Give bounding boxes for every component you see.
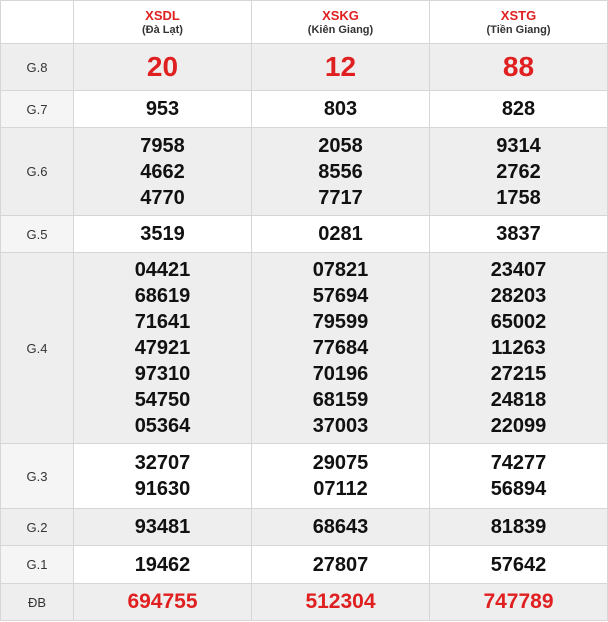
- prize-number: 57694: [312, 285, 369, 307]
- province-name: (Kiên Giang): [307, 23, 374, 36]
- prize-number: 4770: [140, 186, 185, 209]
- prize-cell: [252, 91, 430, 128]
- prize-number: 8556: [318, 160, 363, 183]
- prize-cell: [74, 584, 252, 621]
- prize-label: G.7: [1, 91, 74, 128]
- prize-number: 71641: [134, 311, 191, 333]
- prize-cell: [430, 584, 608, 621]
- prize-number: 97310: [134, 363, 191, 385]
- prize-number: 28203: [490, 285, 547, 307]
- prize-number: 07112: [313, 478, 368, 500]
- prize-number: 19462: [134, 553, 191, 576]
- prize-number: 81839: [490, 516, 547, 538]
- province-name: (Đà Lạt): [142, 23, 183, 36]
- prize-number: 11263: [491, 337, 546, 359]
- prize-row: [1, 128, 608, 216]
- prize-cell: [74, 253, 252, 444]
- prize-number: 7958: [140, 134, 185, 157]
- prize-number: 4662: [140, 160, 185, 183]
- prize-cell: [430, 509, 608, 546]
- prize-number: 68643: [312, 516, 369, 538]
- prize-label: G.6: [1, 128, 74, 216]
- prize-number: 88: [502, 51, 535, 82]
- prize-number: 07821: [312, 259, 369, 281]
- prize-cell: [430, 44, 608, 91]
- prize-cell: [252, 546, 430, 584]
- prize-number: 27215: [490, 363, 547, 385]
- prize-cell: [74, 128, 252, 216]
- province-header[interactable]: [430, 1, 608, 44]
- prize-number: 70196: [312, 363, 369, 385]
- prize-number: 57642: [490, 553, 547, 576]
- prize-cell: [74, 216, 252, 253]
- prize-number: 93481: [134, 516, 191, 538]
- prize-cell: [252, 216, 430, 253]
- prize-cell: [252, 444, 430, 509]
- prize-label: G.3: [1, 444, 74, 509]
- prize-row: [1, 253, 608, 444]
- prize-number: 20: [146, 51, 179, 82]
- prize-number: 953: [145, 98, 180, 120]
- prize-number: 79599: [312, 311, 369, 333]
- prize-cell: [430, 444, 608, 509]
- prize-number: 1758: [496, 186, 541, 209]
- header-row: [1, 1, 608, 44]
- prize-label: G.2: [1, 509, 74, 546]
- prize-number: 29075: [312, 452, 369, 474]
- prize-label: G.1: [1, 546, 74, 584]
- prize-cell: [252, 509, 430, 546]
- prize-cell: [252, 128, 430, 216]
- prize-cell: [430, 128, 608, 216]
- prize-number: 37003: [312, 415, 369, 437]
- prize-number: 54750: [134, 389, 191, 411]
- prize-cell: [74, 509, 252, 546]
- prize-number: 3837: [496, 223, 541, 245]
- prize-number: 9314: [496, 134, 541, 157]
- prize-number: 23407: [490, 259, 547, 281]
- prize-row: [1, 509, 608, 546]
- prize-cell: [430, 546, 608, 584]
- prize-number: 47921: [134, 337, 191, 359]
- prize-number: 828: [501, 98, 536, 120]
- prize-row: [1, 216, 608, 253]
- province-code[interactable]: XSTG: [500, 7, 537, 23]
- prize-number: 77684: [312, 337, 369, 359]
- prize-number: 0281: [318, 223, 363, 245]
- prize-number: 803: [323, 98, 358, 120]
- prize-cell: [430, 253, 608, 444]
- prize-number: 68619: [134, 285, 191, 307]
- prize-label: G.4: [1, 253, 74, 444]
- prize-number: 56894: [490, 478, 547, 500]
- prize-number: 2058: [318, 134, 363, 157]
- province-header[interactable]: [252, 1, 430, 44]
- prize-number: 12: [324, 51, 357, 82]
- province-code[interactable]: XSKG: [322, 7, 359, 23]
- prize-row: [1, 91, 608, 128]
- prize-cell: [252, 584, 430, 621]
- prize-number: 747789: [483, 590, 554, 613]
- prize-cell: [74, 91, 252, 128]
- prize-number: 22099: [490, 415, 547, 437]
- prize-number: 27807: [312, 553, 369, 576]
- prize-cell: [252, 44, 430, 91]
- prize-number: 04421: [134, 259, 191, 281]
- prize-row: [1, 584, 608, 621]
- prize-cell: [430, 216, 608, 253]
- province-code[interactable]: XSDL: [145, 7, 180, 23]
- prize-cell: [252, 253, 430, 444]
- prize-cell: [74, 546, 252, 584]
- prize-number: 512304: [305, 590, 376, 613]
- prize-row: [1, 546, 608, 584]
- prize-number: 65002: [490, 311, 547, 333]
- prize-row: [1, 44, 608, 91]
- header-corner: [1, 1, 74, 44]
- province-name: (Tiền Giang): [486, 23, 551, 36]
- prize-number: 91630: [134, 478, 191, 500]
- prize-number: 24818: [490, 389, 547, 411]
- prize-number: 68159: [312, 389, 369, 411]
- prize-number: 7717: [318, 186, 363, 209]
- province-header[interactable]: [74, 1, 252, 44]
- prize-label: ĐB: [1, 584, 74, 621]
- prize-number: 3519: [140, 223, 185, 245]
- prize-number: 05364: [134, 415, 191, 437]
- prize-cell: [74, 44, 252, 91]
- prize-number: 74277: [490, 452, 547, 474]
- prize-label: G.5: [1, 216, 74, 253]
- prize-cell: [430, 91, 608, 128]
- prize-number: 694755: [127, 590, 198, 613]
- prize-cell: [74, 444, 252, 509]
- prize-label: G.8: [1, 44, 74, 91]
- prize-number: 2762: [496, 160, 541, 183]
- prize-row: [1, 444, 608, 509]
- prize-number: 32707: [134, 452, 191, 474]
